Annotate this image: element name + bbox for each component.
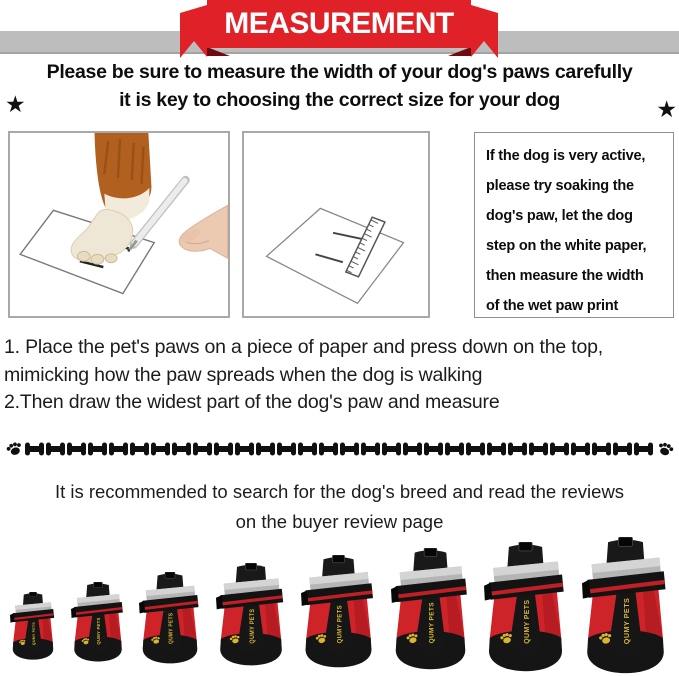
tip-line-4: step on the white paper,: [486, 238, 647, 254]
tip-line-6: of the wet paw print: [486, 298, 619, 314]
ruler-illustration: [244, 133, 428, 316]
panel-ruler: [242, 131, 430, 318]
tip-line-5: then measure the width: [486, 268, 644, 284]
dog-boot-1: [10, 592, 56, 660]
star-left-icon: ★: [5, 91, 26, 117]
headline: [0, 58, 679, 117]
paw-tracing-illustration: [10, 133, 228, 316]
dog-boot-2: [71, 582, 125, 662]
ribbon-fold-right-icon: [448, 47, 471, 56]
headline-line-1: Please be sure to measure the width of your dog's paws carefully: [46, 61, 633, 83]
dog-boot-8: [582, 537, 669, 674]
panel-active-dog-tip: [474, 132, 674, 318]
boots-row: [0, 537, 679, 676]
ribbon-tail-right-icon: [471, 5, 498, 58]
banner-title: MEASUREMENT: [224, 7, 454, 40]
recommendation: [0, 477, 679, 537]
recommendation-line-2: on the buyer review page: [235, 511, 444, 532]
tip-line-2: please try soaking the: [486, 178, 634, 194]
paw-print-right-icon: [657, 441, 674, 457]
paw-print-left-icon: [6, 441, 23, 457]
ribbon-fold-left-icon: [207, 47, 230, 56]
dog-boot-7: [484, 542, 567, 672]
bone-divider: [0, 440, 679, 458]
instruction-line-1: 1. Place the pet's paws on a piece of paper and press down on the top,: [4, 336, 603, 358]
bone-chain-icon: [25, 441, 655, 457]
instructions: [4, 334, 679, 417]
instruction-line-2: mimicking how the paw spreads when the dog is walking: [4, 363, 483, 386]
instruction-line-3: 2.Then draw the widest part of the dog's paw and measure: [4, 391, 500, 413]
star-right-icon: ★: [656, 96, 677, 122]
ribbon-tail-left-icon: [180, 5, 207, 58]
recommendation-line-1: It is recommended to search for the dog's breed and read the reviews: [54, 481, 625, 502]
panel-paw-tracing: [8, 131, 230, 318]
dog-boot-5: [301, 555, 376, 668]
headline-line-2: it is key to choosing the correct size for your dog: [119, 89, 560, 111]
tip-line-1: If the dog is very active,: [486, 148, 646, 164]
dog-boot-3: [139, 572, 201, 664]
dog-boot-4: [216, 563, 286, 666]
dog-boot-6: [391, 548, 470, 670]
hand-icon: [179, 205, 228, 258]
tip-line-3: dog's paw, let the dog: [486, 208, 633, 224]
